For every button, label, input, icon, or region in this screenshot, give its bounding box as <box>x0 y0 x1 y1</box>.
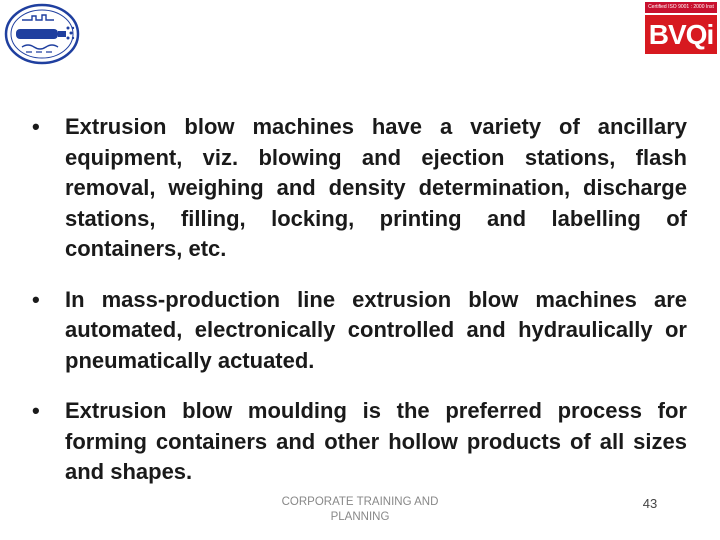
institute-logo <box>2 2 82 66</box>
footer-line-2: PLANNING <box>330 511 390 523</box>
certification-text: Certified ISO 9001 : 2000 Inst <box>645 2 717 13</box>
page-number: 43 <box>642 496 658 511</box>
bullet-text: Extrusion blow moulding is the preferred process for forming containers and other hollow products of all sizes and shapes. <box>65 398 687 484</box>
bullet-list <box>32 112 687 488</box>
footer-text <box>265 495 455 525</box>
bullet-text: Extrusion blow machines have a variety of ancillary equipment, viz. blowing and ejection stations, flash removal, weighing and density determination, discharge stations, filling, locking, printing and labelling of containers, etc. <box>65 114 687 261</box>
brand-text: BVQi <box>645 15 717 54</box>
bullet-item <box>32 112 687 265</box>
bullet-text: In mass‑production line extrusion blow machines are automated, electronically controlled and hydraulically or pneumatically actuated. <box>65 286 687 373</box>
bullet-symbol: • <box>32 398 40 423</box>
certification-logo <box>645 2 717 54</box>
footer-line-1: CORPORATE TRAINING AND <box>281 496 439 508</box>
bullet-symbol: • <box>32 286 40 312</box>
institute-emblem-icon <box>2 2 82 66</box>
bullet-item <box>32 396 687 488</box>
bullet-symbol: • <box>32 114 40 139</box>
bullet-item <box>32 285 687 377</box>
